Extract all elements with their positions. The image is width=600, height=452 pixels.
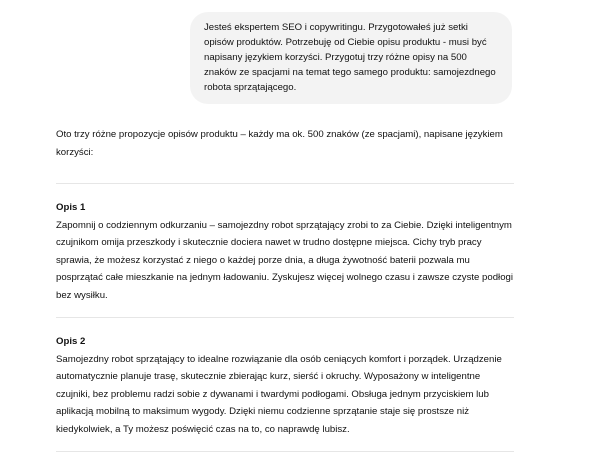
description-title-1[interactable]: Opis 1 (56, 202, 86, 213)
description-body-2[interactable]: Samojezdny robot sprzątający to idealne rozwiązanie dla osób ceniących komfort i porządek. Urządzenie automatycznie planuje trasę, skutecznie zbierając kurz, sierść i okruchy. Wyposażony w inteligentne czujniki, bez problemu radzi sobie z dywanami i twardymi podłogami. Obsługa jednym przyciskiem lub aplikacją mobilną to maksimum wygody. Dzięki niemu codzienne sprzątanie staje się prostsze niż kiedykolwiek, a Ty możesz poświęcić czas na to, co naprawdę lubisz. (56, 353, 502, 435)
user-message-bubble (190, 12, 512, 104)
description-block-1 (56, 199, 514, 304)
user-message-text[interactable]: Jesteś ekspertem SEO i copywritingu. Przygotowałeś już setki opisów produktów. Potrzebuję od Ciebie opisu produktu - musi być napisany językiem korzyści. Przygotuj trzy różne opisy na 500 znaków ze spacjami na temat tego samego produktu: samojezdnego robota sprzątającego. (204, 22, 496, 93)
description-block-2 (56, 333, 514, 438)
description-body-1[interactable]: Zapomnij o codziennym odkurzaniu – samojezdny robot sprzątający zrobi to za Ciebie. Dzięki inteligentnym czujnikom omija przeszkody i skutecznie dociera nawet w trudno dostępne miejsca. Cichy tryb pracy sprawia, że możesz korzystać z niego o każdej porze dnia, a długa żywotność baterii pozwala mu posprzątać całe mieszkanie na jednym ładowaniu. Zyskujesz więcej wolnego czasu i zawsze czyste podłogi bez wysiłku. (56, 219, 513, 301)
assistant-intro-text[interactable]: Oto trzy różne propozycje opisów produktu – każdy ma ok. 500 znaków (ze spacjami), napisane językiem korzyści: (56, 129, 503, 158)
assistant-message (56, 126, 514, 452)
description-title-2[interactable]: Opis 2 (56, 336, 86, 347)
